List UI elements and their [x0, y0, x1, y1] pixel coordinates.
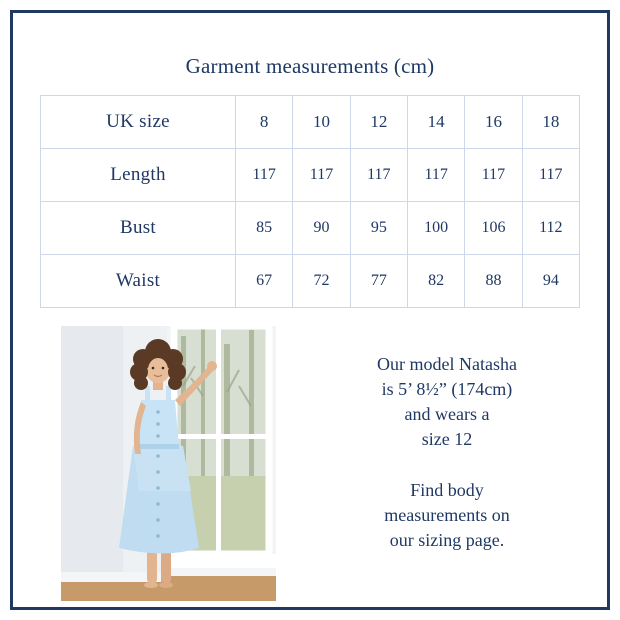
row-header-uk-size: UK size — [41, 96, 236, 149]
cell-length-18: 117 — [522, 149, 579, 202]
sizing-note-line-3: our sizing page. — [389, 530, 505, 550]
cell-bust-14: 100 — [407, 202, 464, 255]
cell-waist-12: 77 — [350, 255, 407, 308]
table-row — [41, 96, 580, 149]
cell-waist-16: 88 — [465, 255, 522, 308]
table-row — [41, 202, 580, 255]
cell-uk-size-18: 18 — [522, 96, 579, 149]
model-wearing-blue-dress-photo — [61, 326, 276, 601]
cell-waist-10: 72 — [293, 255, 350, 308]
notes-spacer — [310, 452, 584, 478]
cell-bust-18: 112 — [522, 202, 579, 255]
cell-uk-size-8: 8 — [236, 96, 293, 149]
row-header-bust: Bust — [41, 202, 236, 255]
cell-bust-10: 90 — [293, 202, 350, 255]
cell-waist-8: 67 — [236, 255, 293, 308]
sizing-note-line-1: Find body — [410, 480, 484, 500]
cell-uk-size-12: 12 — [350, 96, 407, 149]
table-row — [41, 149, 580, 202]
cell-waist-14: 82 — [407, 255, 464, 308]
cell-length-12: 117 — [350, 149, 407, 202]
sizing-page-note — [310, 478, 584, 553]
page-title: Garment measurements (cm) — [185, 54, 435, 78]
row-header-waist: Waist — [41, 255, 236, 308]
row-header-length: Length — [41, 149, 236, 202]
model-note-line-1: Our model Natasha — [377, 354, 517, 374]
model-note — [310, 352, 584, 452]
table-row — [41, 255, 580, 308]
cell-bust-8: 85 — [236, 202, 293, 255]
cell-waist-18: 94 — [522, 255, 579, 308]
cell-length-14: 117 — [407, 149, 464, 202]
cell-length-10: 117 — [293, 149, 350, 202]
lower-section — [26, 326, 594, 601]
model-note-line-4: size 12 — [421, 429, 473, 449]
sizing-note-line-2: measurements on — [384, 505, 510, 525]
model-photo-illustration — [61, 326, 276, 601]
page-content — [26, 26, 594, 594]
model-note-line-2: is 5’ 8½” (174cm) — [381, 379, 513, 399]
cell-length-8: 117 — [236, 149, 293, 202]
cell-uk-size-10: 10 — [293, 96, 350, 149]
cell-bust-16: 106 — [465, 202, 522, 255]
model-note-line-3: and wears a — [404, 404, 490, 424]
cell-length-16: 117 — [465, 149, 522, 202]
notes-column — [276, 326, 594, 553]
garment-measurements-table — [40, 95, 580, 308]
cell-bust-12: 95 — [350, 202, 407, 255]
cell-uk-size-16: 16 — [465, 96, 522, 149]
cell-uk-size-14: 14 — [407, 96, 464, 149]
